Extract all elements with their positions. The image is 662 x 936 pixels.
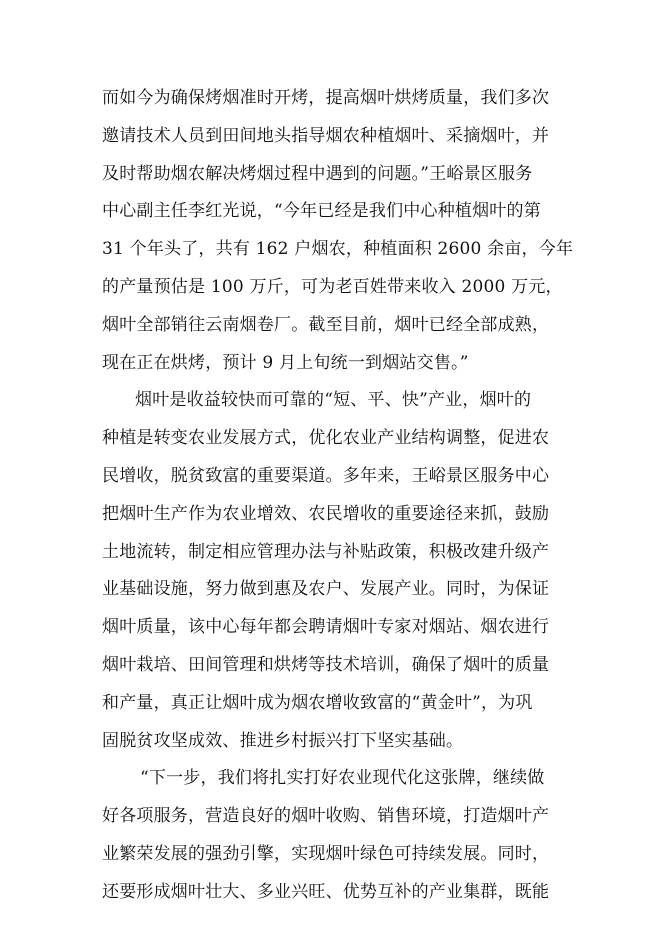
paragraph-first-line: 烟叶是收益较快而可靠的“短、平、快”产业，烟叶的 xyxy=(135,390,532,411)
text-line: 邀请技术人员到田间地头指导烟农种植烟叶、采摘烟叶，并 xyxy=(102,125,550,146)
text-line: 及时帮助烟农解决烤烟过程中遇到的问题。”王峪景区服务 xyxy=(102,163,533,184)
text-line: 种植是转变农业发展方式，优化农业产业结构调整，促进农 xyxy=(102,428,550,449)
text-line: 业繁荣发展的强劲引擎，实现烟叶绿色可持续发展。同时， xyxy=(102,843,550,864)
text-line: 现在正在烘烤，预计 9 月上旬统一到烟站交售。” xyxy=(102,352,469,373)
text-line: 土地流转，制定相应管理办法与补贴政策，积极改建升级产 xyxy=(102,541,550,562)
text-line: 还要形成烟叶壮大、多业兴旺、优势互补的产业集群，既能 xyxy=(102,881,550,902)
text-line: 烟叶栽培、田间管理和烘烤等技术培训，确保了烟叶的质量 xyxy=(102,654,550,675)
text-line: 好各项服务，营造良好的烟叶收购、销售环境，打造烟叶产 xyxy=(102,806,550,827)
text-line: 烟叶全部销往云南烟卷厂。截至目前，烟叶已经全部成熟， xyxy=(102,314,550,335)
text-line: 业基础设施，努力做到惠及农户、发展产业。同时，为保证 xyxy=(102,579,550,600)
text-line: 民增收，脱贫致富的重要渠道。多年来，王峪景区服务中心 xyxy=(102,465,550,486)
text-line: 的产量预估是 100 万斤，可为老百姓带来收入 2000 万元， xyxy=(102,276,563,297)
text-line: 把烟叶生产作为农业增效、农民增收的重要途径来抓，鼓励 xyxy=(102,503,550,524)
paragraph-first-line: “下一步，我们将扎实打好农业现代化这张牌，继续做 xyxy=(140,768,545,789)
text-line: 烟叶质量，该中心每年都会聘请烟叶专家对烟站、烟农进行 xyxy=(102,617,550,638)
text-line: 和产量，真正让烟叶成为烟农增收致富的“黄金叶”，为巩 xyxy=(102,692,533,713)
text-line: 而如今为确保烤烟准时开烤，提高烟叶烘烤质量，我们多次 xyxy=(102,88,550,108)
article-body xyxy=(102,80,582,912)
text-line: 中心副主任李红光说，“今年已经是我们中心种植烟叶的第 xyxy=(102,201,541,222)
text-line: 31 个年头了，共有 162 户烟农，种植面积 2600 余亩，今年 xyxy=(102,239,574,260)
text-line: 固脱贫攻坚成效、推进乡村振兴打下坚实基础。 xyxy=(102,730,464,751)
